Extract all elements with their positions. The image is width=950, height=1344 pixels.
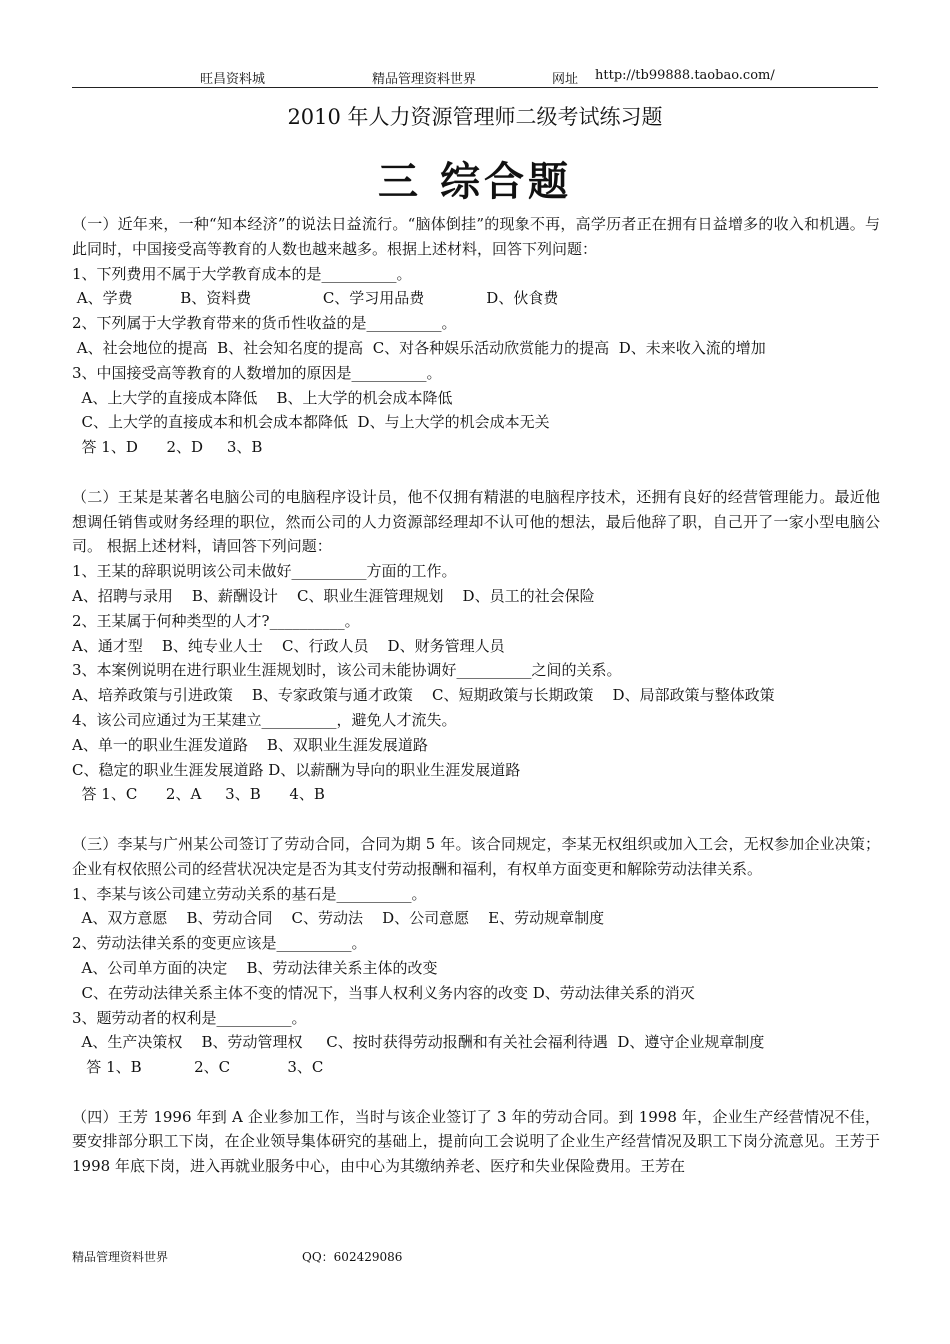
document-title: 2010 年人力资源管理师二级考试练习题	[287, 105, 663, 129]
question-line: 答 1、B 2、C 3、C	[72, 1058, 324, 1077]
question-line: 3、题劳动者的权利是__________。	[72, 1008, 307, 1027]
question-line: 3、本案例说明在进行职业生涯规划时，该公司未能协调好__________之间的关系。	[72, 661, 622, 680]
paragraph-spacer	[72, 460, 880, 485]
question-line: A、公司单方面的决定 B、劳动法律关系主体的改变	[72, 958, 438, 977]
document-body	[72, 212, 880, 1179]
question-line: A、单一的职业生涯发道路 B、双职业生涯发展道路	[72, 735, 428, 754]
header-site-label: 网址	[552, 72, 579, 87]
question-line: 答 1、C 2、A 3、B 4、B	[72, 785, 325, 804]
question-line: A、培养政策与引进政策 B、专家政策与通才政策 C、短期政策与长期政策 D、局部政策与整体政策	[72, 686, 775, 705]
question-line: 2、下列属于大学教育带来的货币性收益的是__________。	[72, 314, 457, 333]
question-line: C、稳定的职业生涯发展道路 D、以薪酬为导向的职业生涯发展道路	[72, 760, 521, 779]
header-divider	[72, 87, 878, 88]
question-paragraph: （三）李某与广州某公司签订了劳动合同，合同为期 5 年。该合同规定，李某无权组织或加入工会，无权参加企业决策；企业有权依照公司的经营状况决定是否为其支付劳动报酬和福利，有权单方面变更和解除劳动法律关系。	[72, 834, 880, 878]
question-line: A、生产决策权 B、劳动管理权 C、按时获得劳动报酬和有关社会福利待遇 D、遵守企业规章制度	[72, 1033, 765, 1052]
question-paragraph: （二）王某是某著名电脑公司的电脑程序设计员，他不仅拥有精湛的电脑程序技术，还拥有良好的经营管理能力。最近他想调任销售或财务经理的职位，然而公司的人力资源部经理却不认可他的想法，最后他辞了职，自己开了一家小型电脑公司。 根据上述材料，请回答下列问题：	[72, 487, 880, 556]
question-line: C、在劳动法律关系主体不变的情况下，当事人权利义务内容的改变 D、劳动法律关系的消灭	[72, 983, 695, 1002]
paragraph-spacer	[72, 807, 880, 832]
question-paragraph: （一）近年来，一种“知本经济”的说法日益流行。“脑体倒挂”的现象不再，高学历者正在拥有日益增多的收入和机遇。与此同时，中国接受高等教育的人数也越来越多。根据上述材料，回答下列问题：	[72, 215, 880, 258]
question-paragraph: （四）王芳 1996 年到 A 企业参加工作，当时与该企业签订了 3 年的劳动合同。到 1998 年，企业生产经营情况不佳，要安排部分职工下岗，在企业领导集体研究的基础上，提前向工会说明了企业生产经营情况及职工下岗分流意见。王芳于 1998 年底下岗，进入再就业服务中心，由中心为其缴纳养老、医疗和失业保险费用。王芳在	[72, 1107, 880, 1176]
question-line: 2、王某属于何种类型的人才?__________。	[72, 611, 360, 630]
header-left-text: 旺昌资料城	[200, 72, 266, 87]
footer-qq-text: QQ：602429086	[302, 1250, 403, 1264]
question-line: 3、中国接受高等教育的人数增加的原因是__________。	[72, 363, 442, 382]
question-line: 1、下列费用不属于大学教育成本的是__________。	[72, 264, 412, 283]
question-line: 4、该公司应通过为王某建立__________，避免人才流失。	[72, 710, 457, 729]
question-line: A、学费 B、资料费 C、学习用品费 D、伙食费	[72, 289, 559, 308]
question-line: 1、王某的辞职说明该公司未做好__________方面的工作。	[72, 562, 457, 581]
question-line: A、社会地位的提高 B、社会知名度的提高 C、对各种娱乐活动欣赏能力的提高 D、未来收入流的增加	[72, 338, 766, 357]
question-line: A、招聘与录用 B、薪酬设计 C、职业生涯管理规划 D、员工的社会保险	[72, 586, 595, 605]
question-line: 答 1、D 2、D 3、B	[72, 438, 263, 457]
footer-left-text: 精品管理资料世界	[72, 1250, 169, 1264]
header-url-link[interactable]: http://tb99888.taobao.com/	[595, 68, 775, 83]
paragraph-spacer	[72, 1080, 880, 1105]
question-line: C、上大学的直接成本和机会成本都降低 D、与上大学的机会成本无关	[72, 413, 550, 432]
header-middle-text: 精品管理资料世界	[372, 72, 477, 87]
question-line: 1、李某与该公司建立劳动关系的基石是__________。	[72, 884, 427, 903]
question-line: A、双方意愿 B、劳动合同 C、劳动法 D、公司意愿 E、劳动规章制度	[72, 909, 605, 928]
section-title: 三 综合题	[378, 159, 572, 205]
question-line: 2、劳动法律关系的变更应该是__________。	[72, 934, 367, 953]
question-line: A、通才型 B、纯专业人士 C、行政人员 D、财务管理人员	[72, 636, 505, 655]
question-line: A、上大学的直接成本降低 B、上大学的机会成本降低	[72, 388, 453, 407]
